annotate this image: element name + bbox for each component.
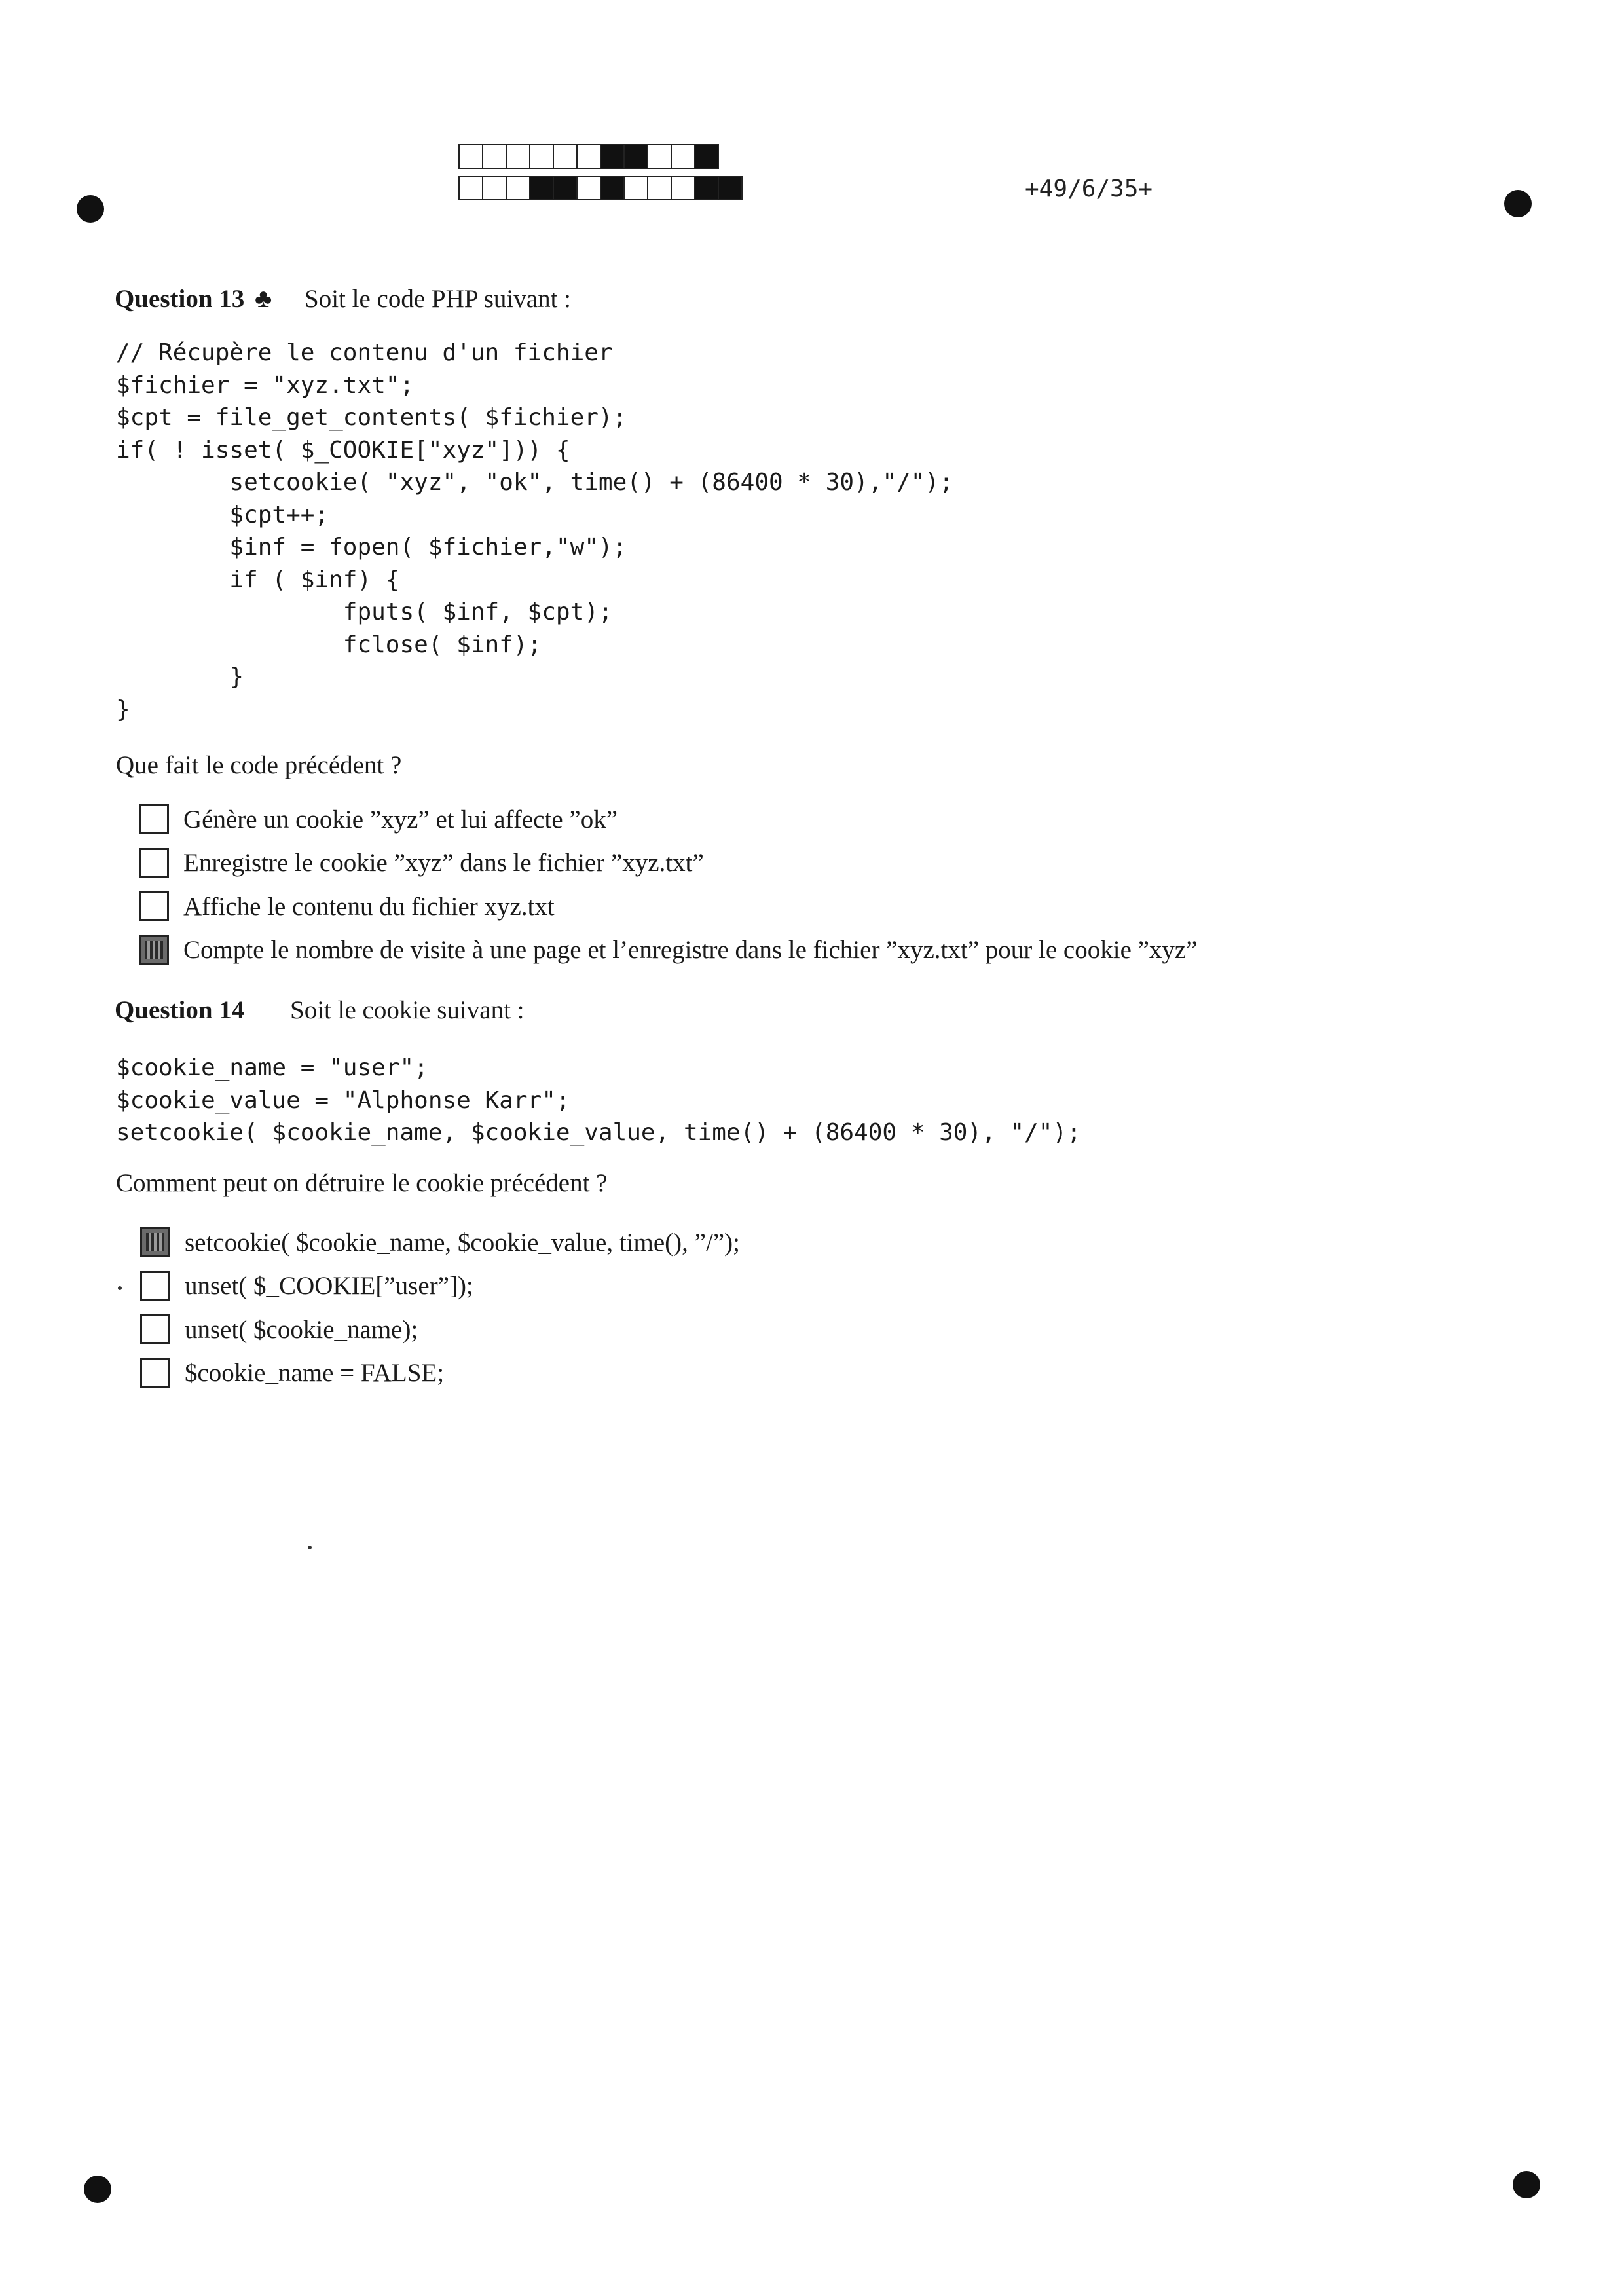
id-grid-cell-filled [718,176,743,200]
page-code: +49/6/35+ [1025,176,1153,202]
id-grid-cell [458,176,483,200]
question-13-answers [139,798,1198,972]
answer-option [140,1308,740,1352]
corner-mark-bottom-left [84,2176,111,2203]
id-grid-cell [647,176,672,200]
answer-checkbox[interactable] [140,1271,170,1301]
id-grid-cell [576,144,601,169]
answer-label: Génère un cookie ”xyz” et lui affecte ”ok” [183,805,618,834]
answer-checkbox[interactable] [140,1358,170,1388]
id-grid-row-2 [458,176,741,200]
answer-label: Affiche le contenu du fichier xyz.txt [183,892,555,921]
answer-option [140,1221,740,1265]
question-14-answers [140,1221,740,1395]
id-grid-row-1 [458,144,718,169]
id-grid-cell [623,176,648,200]
answer-checkbox-checked[interactable] [139,935,169,965]
scan-speck [118,1286,122,1290]
corner-mark-top-right [1504,190,1532,217]
question-14-code: $cookie_name = "user"; $cookie_value = "Alphonse Karr"; setcookie( $cookie_name, $cookie_value, time() + (86400 * 30), "/"); [116,1054,1081,1146]
question-13-prompt: Que fait le code précédent ? [116,751,402,779]
question-14-prompt: Comment peut on détruire le cookie précédent ? [116,1169,608,1197]
id-grid-cell-filled [600,176,625,200]
answer-option [139,929,1198,972]
id-grid-cell [553,144,578,169]
id-grid-cell-filled [623,144,648,169]
question-13-intro: Soit le code PHP suivant : [304,285,571,313]
answer-option [140,1352,740,1396]
id-grid-cell-filled [529,176,554,200]
answer-label: setcookie( $cookie_name, $cookie_value, time(), ”/”); [185,1228,740,1257]
question-13-heading [115,283,571,314]
id-grid-cell [529,144,554,169]
id-grid-cell-filled [600,144,625,169]
answer-label: Enregistre le cookie ”xyz” dans le fichier ”xyz.txt” [183,849,704,878]
question-14-intro: Soit le cookie suivant : [290,996,525,1024]
question-14-number: Question 14 [115,996,245,1024]
answer-option [139,798,1198,842]
id-grid-cell [482,144,507,169]
corner-mark-bottom-right [1513,2171,1540,2198]
answer-label: unset( $cookie_name); [185,1315,418,1344]
id-grid-cell [482,176,507,200]
answer-option [139,885,1198,929]
question-13-code: // Récupère le contenu d'un fichier $fichier = "xyz.txt"; $cpt = file_get_contents( $fichier); if( ! isset( $_COOKIE["xyz"])) { setcookie( "xyz", "ok", time() + (86400 * 30),"/"); $cpt++; $inf = fopen( $fichier,"w"); if ( $inf) { fputs( $inf, $cpt); fclose( $inf); } } [116,339,953,723]
question-13-number: Question 13 [115,285,245,313]
answer-checkbox[interactable] [139,804,169,834]
answer-label: Compte le nombre de visite à une page et l’enregistre dans le fichier ”xyz.txt” pour le cookie ”xyz” [183,936,1198,965]
id-grid-cell-filled [553,176,578,200]
answer-option [139,842,1198,885]
id-grid-cell [671,176,695,200]
id-grid-cell [458,144,483,169]
question-14-heading [115,995,525,1025]
scan-speck [308,1546,312,1549]
answer-label: unset( $_COOKIE[”user”]); [185,1272,473,1301]
answer-checkbox[interactable] [139,848,169,878]
answer-checkbox-checked[interactable] [140,1227,170,1257]
id-grid-cell-filled [694,144,719,169]
id-grid-cell [506,144,530,169]
club-icon: ♣ [255,284,272,313]
corner-mark-top-left [77,195,104,223]
id-grid-cell [576,176,601,200]
id-grid-cell [506,176,530,200]
id-grid-cell-filled [694,176,719,200]
answer-checkbox[interactable] [139,891,169,921]
answer-checkbox[interactable] [140,1314,170,1344]
id-grid-cell [671,144,695,169]
id-grid-cell [647,144,672,169]
answer-option [140,1265,740,1308]
answer-label: $cookie_name = FALSE; [185,1359,445,1388]
